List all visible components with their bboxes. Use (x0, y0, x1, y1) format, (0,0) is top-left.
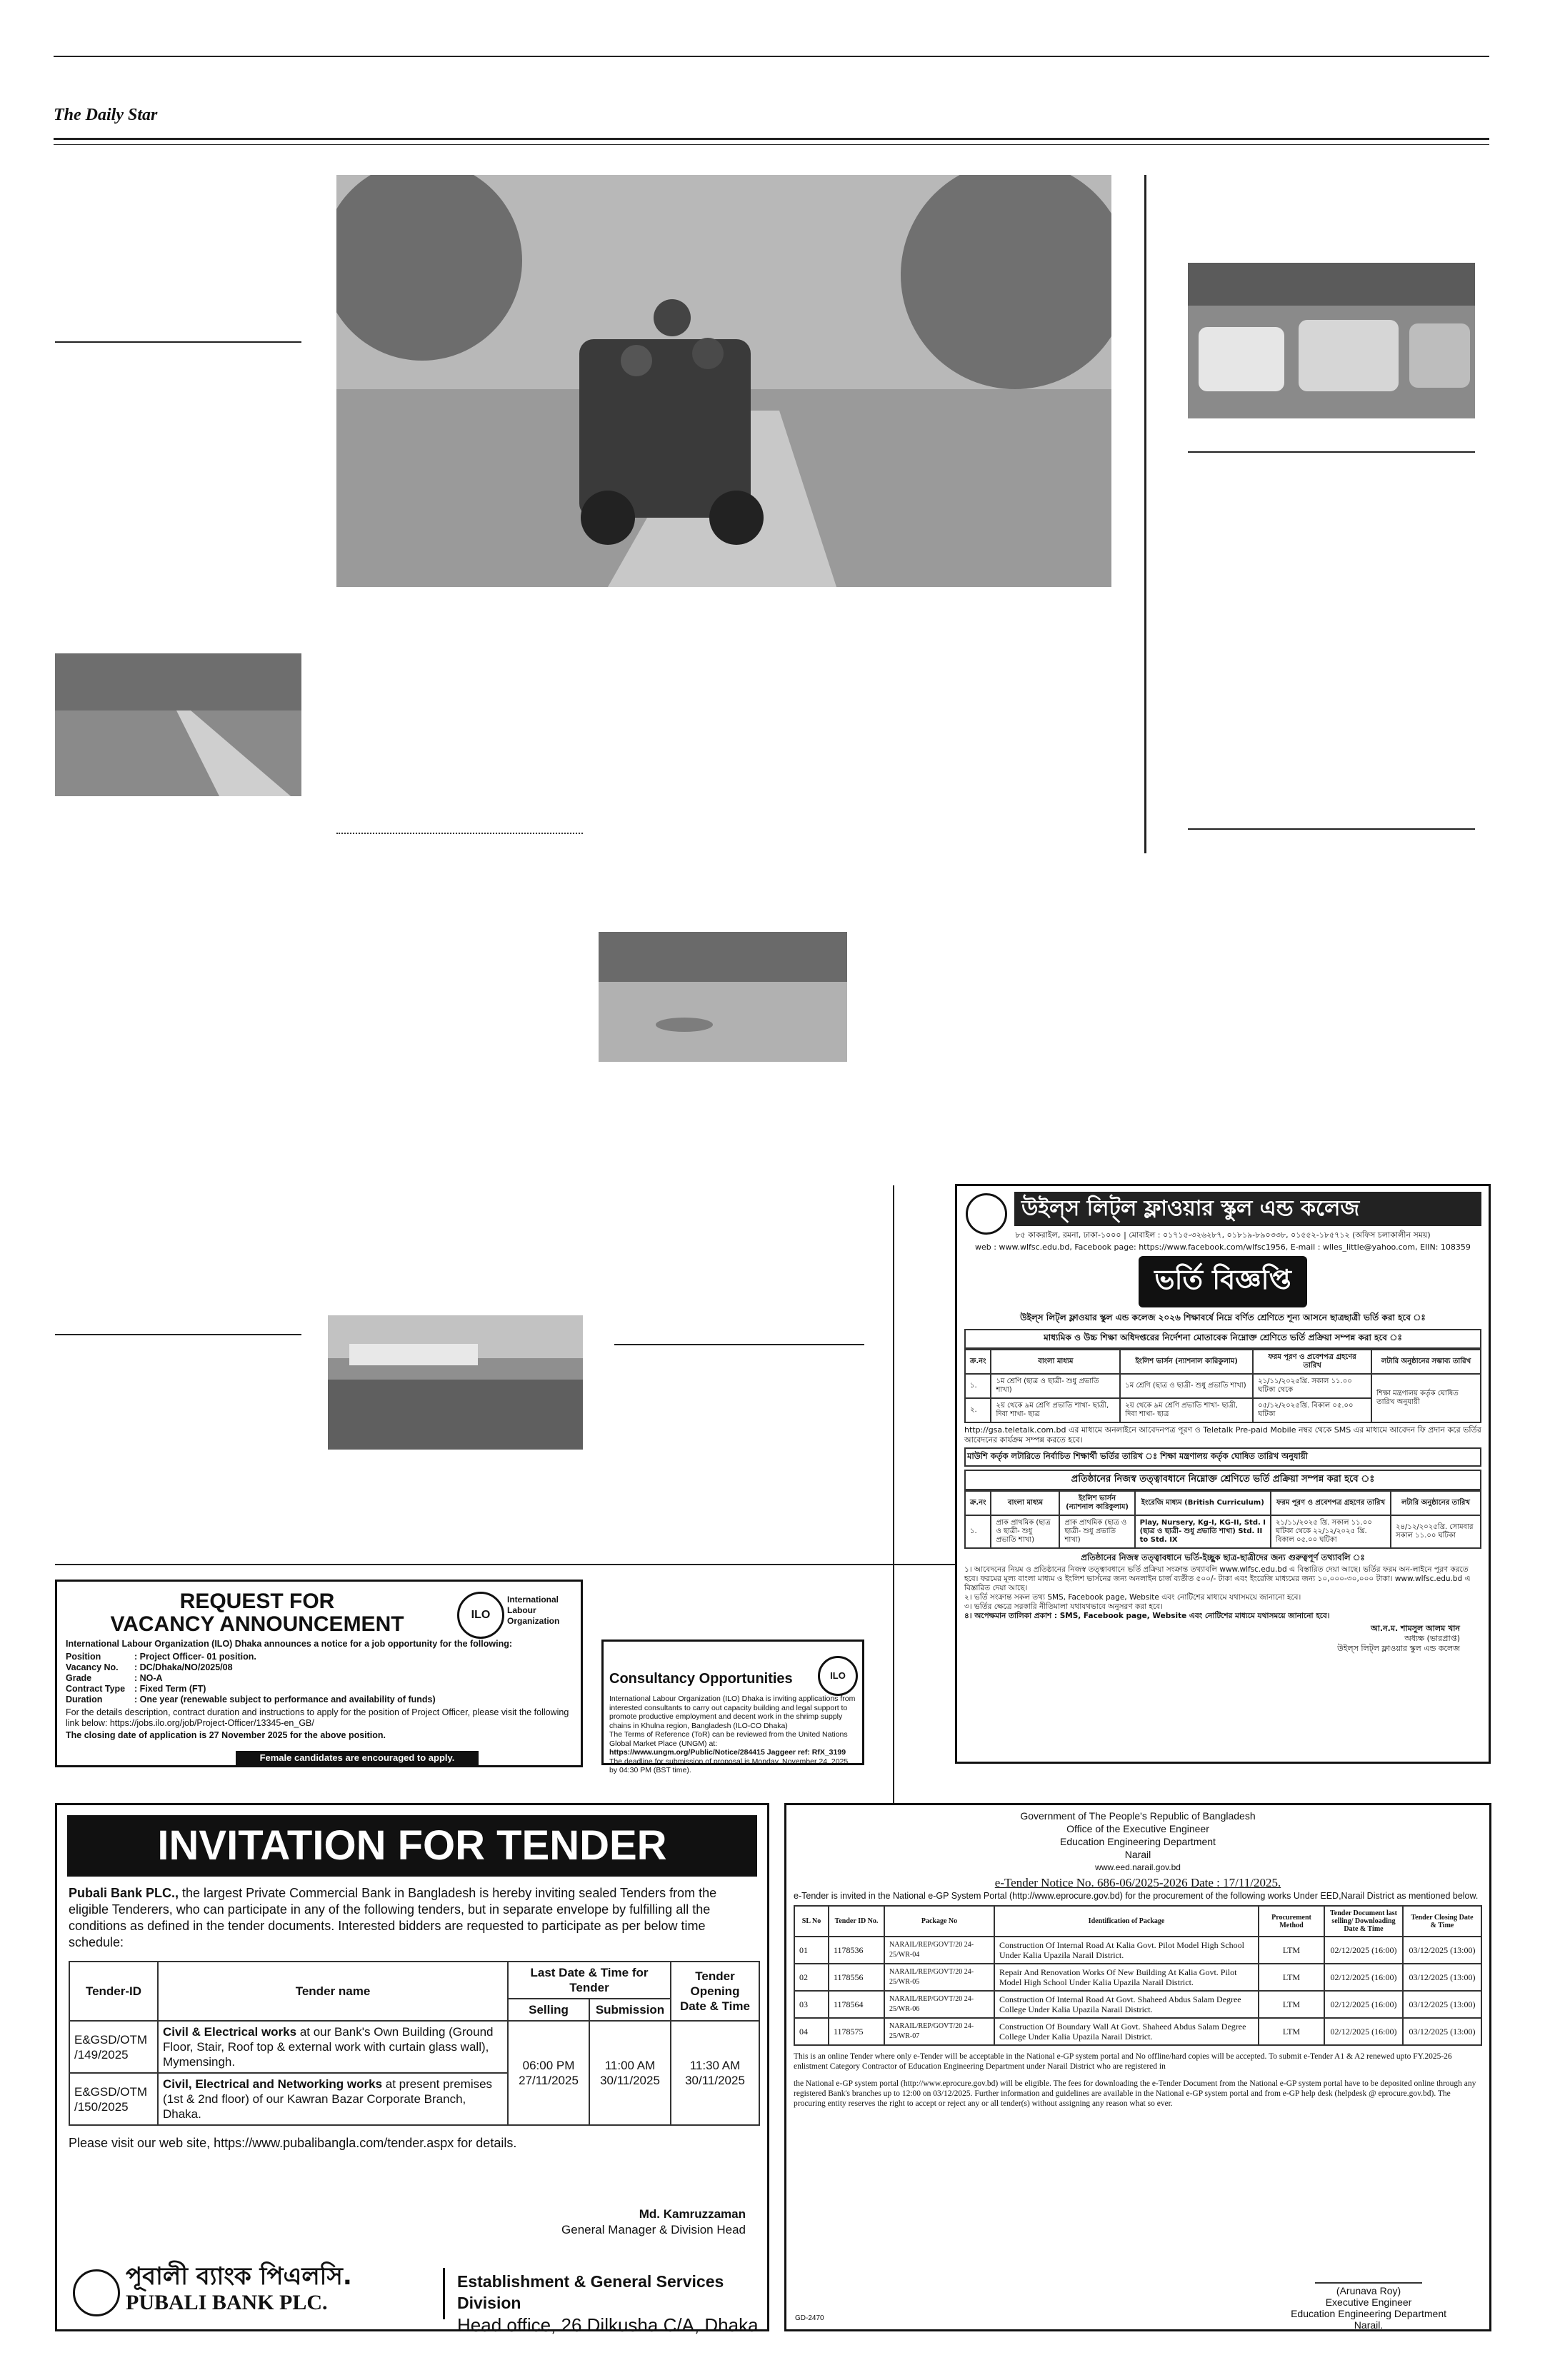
eed-cell: 1178575 (829, 2018, 884, 2045)
school-t1-cell: ২য় থেকে ৯ম শ্রেণি প্রভাতি শাখা- ছাত্রী, দিবা শাখা- ছাত্র (991, 1398, 1120, 1422)
ilo-banner: Female candidates are encouraged to apply. (236, 1751, 479, 1765)
school-t2-header: বাংলা মাধ্যম (991, 1491, 1059, 1515)
school-t1-header: ফরম পূরণ ও প্রবেশপত্র গ্রহণের তারিখ (1253, 1350, 1371, 1374)
pubali-signer: Md. Kamruzzaman (639, 2207, 746, 2221)
eed-cell: 02/12/2025 (16:00) (1324, 2018, 1403, 2045)
eed-header: Tender ID No. (829, 1906, 884, 1937)
photo-rally (328, 1315, 583, 1450)
consultancy-link: https://www.ungm.org/Public/Notice/284415 Jaggeer ref: RfX_3199 (609, 1748, 846, 1757)
eed-cell: NARAIL/REP/GOVT/20 24-25/WR-06 (884, 1991, 994, 2018)
ilo-logo (457, 1592, 504, 1639)
school-admission-ad (955, 1184, 1491, 1764)
school-instructions-title: প্রতিষ্ঠানের নিজস্ব তত্ত্বাবধানে ভর্তি-ইচ্ছুক ছাত্র-ছাত্রীদের জন্য গুরুত্বপূর্ণ তথ্যাবলি ঃ (1081, 1552, 1365, 1562)
photo-bridge (55, 653, 301, 796)
eed-cell: Construction Of Internal Road At Kalia Govt. Pilot Model High School Under Kalia Upazila Narail District. (994, 1937, 1259, 1964)
eed-note-2: the National e-GP system portal (http://www.eprocure.gov.bd) will be eligible. The fees for downloading the e-Tender Document from the National e-GP system portal have to be deposited online through any registered Bank's branches up to 12:00 on 03/12/2025. Further information and guidelines are available in the National e-GP system portal and from e-GP help desk (helpdesk @ eprocure.gov.bd). The procuring entity reserves the right to accept or reject any or all tender(s) without assigning any reason what so ever. (794, 2079, 1476, 2108)
eed-cell: 03/12/2025 (13:00) (1403, 1964, 1481, 1991)
pubali-intro: the largest Private Commercial Bank in Bangladesh is hereby inviting sealed Tenders from the eligible Tenderers, who can participate in any of the following tenders, but in separate envelope by fulfilling all the conditions as defined in the tender documents. Interested bidders are requested to participate as per below time schedule: (69, 1886, 717, 1949)
ilo-vacancy-title-1: REQUEST FOR (179, 1590, 335, 1613)
eed-cell: 03/12/2025 (13:00) (1403, 2018, 1481, 2045)
photo-cars (1188, 263, 1475, 418)
school-subtitle: উইল্‌স লিট্‌ল ফ্লাওয়ার স্কুল এন্ড কলেজ ২০২৬ শিক্ষাবর্ষে নিম্নে বর্ণিত শ্রেণিতে শূন্য আসনে ছাত্রছাত্রী ভর্তি করা হবে ঃ (1020, 1312, 1426, 1322)
school-address: ৮৫ কাকরাইল, রমনা, ঢাকা-১০০০ | মোবাইল : ০১৭১৫-৩২৬২৮৭, ০১৮১৯-৮৯০৩৩৮, ০১৫৫২-১৮৫৭১২ (অফিস চলাকালীন সময়) (1015, 1230, 1431, 1240)
eed-cell: 1178556 (829, 1964, 884, 1991)
eed-header: Package No (884, 1906, 994, 1937)
ilo-field-value: : Fixed Term (FT) (134, 1684, 206, 1694)
pubali-signer-title: General Manager & Division Head (561, 2223, 746, 2236)
ilo-field-label: Position (66, 1652, 101, 1662)
eed-tender-ad (784, 1803, 1491, 2331)
pubali-header-tender-id: Tender-ID (69, 1962, 158, 2021)
eed-tender-table (794, 1905, 1482, 2046)
pubali-title: INVITATION FOR TENDER (67, 1815, 757, 1877)
pubali-visit: Please visit our web site, https://www.pubalibangla.com/tender.aspx for details. (69, 2136, 517, 2150)
school-section-2: প্রতিষ্ঠানের নিজস্ব তত্ত্বাবধানে নিম্নোক্ত শ্রেণিতে ভর্তি প্রক্রিয়া সম্পন্ন করা হবে ঃ (964, 1470, 1481, 1490)
eed-cell: 03/12/2025 (13:00) (1403, 1937, 1481, 1964)
eed-cell: NARAIL/REP/GOVT/20 24-25/WR-07 (884, 2018, 994, 2045)
eed-cell: LTM (1259, 1991, 1324, 2018)
school-signatory-title: অধ্যক্ষ (ভারপ্রাপ্ত) (1404, 1634, 1460, 1643)
pubali-bank-en: PUBALI BANK PLC. (126, 2291, 328, 2314)
school-t2-cell: প্রাক প্রাথমিক (ছাত্র ও ছাত্রী- শুধু প্রভাতি শাখা) (1059, 1515, 1134, 1548)
consultancy-title: Consultancy Opportunities (609, 1671, 793, 1687)
consultancy-logo-text: ILO (830, 1670, 846, 1681)
pubali-address: Head office, 26 Dilkusha C/A, Dhaka. (457, 2314, 764, 2336)
eed-cell: 02/12/2025 (16:00) (1324, 1937, 1403, 1964)
eed-web: www.eed.narail.gov.bd (1095, 1862, 1181, 1872)
school-t1-cell: ২য় থেকে ৯ম শ্রেণি প্রভাতি শাখা- ছাত্রী, দিবা শাখা- ছাত্র (1120, 1398, 1253, 1422)
eed-header: Procurement Method (1259, 1906, 1324, 1937)
ilo-field-value: : NO-A (134, 1673, 163, 1683)
school-banner: ভর্তি বিজ্ঞপ্তি (1139, 1256, 1306, 1307)
eed-cell: 02/12/2025 (16:00) (1324, 1991, 1403, 2018)
eed-signer-dept: Education Engineering Department (1291, 2308, 1446, 2319)
pubali-intro-bold: Pubali Bank PLC., (69, 1886, 179, 1900)
school-t1-cell: ২. (965, 1398, 991, 1422)
eed-note-1: This is an online Tender where only e-Tender will be acceptable in the National e-GP system portal and No offline/hard copies will be accepted. To submit e-Tender A1 & A2 renewed upto FY.2025-26 enlistment Category Contractor of Education Engineering Department under Narail District who are registered in (794, 2052, 1452, 2071)
pubali-tender-name-bold: Civil & Electrical works (163, 2025, 297, 2039)
pubali-tender-name-rest: at present premises (1st & 2nd floor) of our Kawran Bazar Corporate Branch, Dhaka. (163, 2077, 493, 2121)
ilo-logo-text: ILO (471, 1609, 491, 1621)
school-section-1: মাধ্যমিক ও উচ্চ শিক্ষা অধিদপ্তরের নির্দেশনা মোতাবেক নিম্নোক্ত শ্রেণিতে ভর্তি প্রক্রিয়া সম্পন্ন করা হবে ঃ (964, 1329, 1481, 1349)
consultancy-ilo-logo (818, 1656, 858, 1696)
eed-cell: NARAIL/REP/GOVT/20 24-25/WR-05 (884, 1964, 994, 1991)
school-t1-header: লটারি অনুষ্ঠানের সম্ভাব্য তারিখ (1371, 1350, 1481, 1374)
school-teletalk: http://gsa.teletalk.com.bd এর মাধ্যমে অনলাইনে আবেদনপত্র পূরণ ও Teletalk Pre-paid Mobile নম্বর থেকে SMS এর মাধ্যমে আবেদন ফি প্রদান করে ভর্তির আবেদনের কার্যক্রম সম্পন্ন করতে হবে। (964, 1425, 1481, 1445)
school-instruction: ১। আবেদনের নিয়ম ও প্রতিষ্ঠানের নিজস্ব তত্ত্বাবধানে ভর্তি প্রক্রিয়া সংক্রান্ত তথ্যাবলি www.wlfsc.edu.bd এ বিস্তারিত দেয়া আছে। ভর্তির ফরম অন-লাইনে পূরণ করতে হবে। ফরমের মূল্য বাংলা মাধ্যম ও ইংলিশ ভার্সনের জন্য অনলাইন চার্জ ব্যতীত ৫০০/- টাকা এবং ইংরেজি মাধ্যমের জন্য ১০,০০০-৩০,০০০ টাকা। www.wlfsc.edu.bd এ বিস্তারিত দেয়া আছে। (964, 1565, 1471, 1592)
ilo-field-label: Contract Type (66, 1684, 126, 1694)
ilo-org-line-1: International (507, 1595, 559, 1605)
ilo-vacancy-ad (55, 1580, 583, 1767)
school-web: web : www.wlfsc.edu.bd, Facebook page: https://www.facebook.com/wlfsc1956, E-mail : wlles_little@yahoo.com, EIIN: 108359 (975, 1242, 1471, 1252)
school-t1-header: বাংলা মাধ্যম (991, 1350, 1120, 1374)
school-t2-header: লটারি অনুষ্ঠানের তারিখ (1391, 1491, 1481, 1515)
school-name: উইল্‌স লিট্‌ল ফ্লাওয়ার স্কুল এন্ড কলেজ (1014, 1192, 1481, 1226)
pubali-tender-id: E&GSD/OTM /149/2025 (69, 2021, 158, 2073)
pubali-opening: 11:30 AM 30/11/2025 (671, 2021, 759, 2125)
pubali-submission: 11:00 AM 30/11/2025 (589, 2021, 671, 2125)
school-instruction: ৩। ভর্তির ক্ষেত্রে সরকারি নীতিমালা যথাযথভাবে অনুসরণ করা হবে। (964, 1602, 1163, 1611)
pubali-header-last-date: Last Date & Time for Tender (508, 1962, 671, 1999)
eed-office: Office of the Executive Engineer (1066, 1823, 1209, 1834)
eed-cell: LTM (1259, 1964, 1324, 1991)
school-t2-header: ফরম পূরণ ও প্রবেশপত্র গ্রহণের তারিখ (1271, 1491, 1391, 1515)
ilo-details: For the details description, contract duration and instructions to apply for the position of Project Officer, please visit the following link below: https://jobs.ilo.org/job/Project-Officer/13345-en_GB/ (66, 1707, 569, 1728)
school-signatory: আ.ন.ম. শামসুল আলম খান (1371, 1624, 1460, 1633)
eed-cell: Construction Of Boundary Wall At Govt. Shaheed Abdus Salam Degree College Under Kalia Upazila Narail District. (994, 2018, 1259, 2045)
eed-header: Identification of Package (994, 1906, 1259, 1937)
school-t1-cell: ১ম শ্রেণি (ছাত্র ও ছাত্রী- শুধু প্রভাতি শাখা) (1120, 1374, 1253, 1398)
eed-signer-place: Narail. (1354, 2319, 1384, 2331)
ilo-vacancy-title-2: VACANCY ANNOUNCEMENT (110, 1612, 404, 1636)
pubali-tender-table (69, 1961, 760, 2126)
school-t2-cell: ১. (965, 1515, 991, 1548)
eed-cell: 04 (794, 2018, 829, 2045)
school-t2-header: ক্র.নং (965, 1491, 991, 1515)
pubali-logo (73, 2269, 120, 2316)
pubali-header-tender-name: Tender name (158, 1962, 508, 2021)
pubali-tender-ad (55, 1803, 769, 2336)
ilo-closing: The closing date of application is 27 November 2025 for the above position. (66, 1730, 386, 1740)
eed-header: Tender Closing Date & Time (1403, 1906, 1481, 1937)
ilo-field-value: : One year (renewable subject to performance and availability of funds) (134, 1694, 436, 1704)
eed-place: Narail (1124, 1849, 1151, 1860)
eed-cell: LTM (1259, 2018, 1324, 2045)
school-t2-cell: ২১/১১/২০২৫ খ্রি. সকাল ১১.০০ ঘটিকা থেকে ২২/১২/২০২৫ খ্রি. বিকাল ০৫.০০ ঘটিকা (1271, 1515, 1391, 1548)
eed-header: SL No (794, 1906, 829, 1937)
eed-code: GD-2470 (795, 2314, 824, 2322)
eed-signature (1315, 2269, 1422, 2284)
eed-dept: Education Engineering Department (1060, 1836, 1216, 1847)
school-lottery: মাউশি কর্তৃক লটারিতে নির্বাচিত শিক্ষার্থী ভর্তির তারিখ ঃ শিক্ষা মন্ত্রণালয় কর্তৃক ঘোষিত তারিখ অনুযায়ী (964, 1447, 1481, 1467)
eed-signer-title: Executive Engineer (1325, 2296, 1412, 2308)
pubali-bank-bn: পূবালী ব্যাংক পিএলসি. (126, 2262, 352, 2291)
pubali-tender-name-rest: at our Bank's Own Building (Ground Floor, Stair, Roof top & external work with curtain glass wall), Mymensingh. (163, 2025, 494, 2069)
school-t1-cell: ০৫/১২/২০২৫খ্রি. বিকাল ০৫.০০ ঘটিকা (1253, 1398, 1371, 1422)
school-t2-header: ইংলিশ ভার্সন (ন্যাশনাল কারিকুলাম) (1059, 1491, 1134, 1515)
pubali-header-submission: Submission (589, 1999, 671, 2021)
eed-cell: 01 (794, 1937, 829, 1964)
ilo-field-value: : Project Officer- 01 position. (134, 1652, 256, 1662)
consultancy-deadline: The deadline for submission of proposal is Monday, November 24, 2025, by 04:30 PM (BST time). (609, 1757, 851, 1774)
pubali-division: Establishment & General Services Division (457, 2272, 724, 2312)
eed-cell: LTM (1259, 1937, 1324, 1964)
eed-invite: e-Tender is invited in the National e-GP System Portal (http://www.eprocure.gov.bd) for the procurement of the following works Under EED,Narail District as mentioned below. (794, 1891, 1479, 1901)
school-t1-cell: ১. (965, 1374, 991, 1398)
eed-cell: Repair And Renovation Works Of New Building At Kalia Govt. Pilot Model High School Under Kalia Upazila Narail District. (994, 1964, 1259, 1991)
ilo-field-label: Vacancy No. (66, 1662, 119, 1672)
eed-cell: 1178536 (829, 1937, 884, 1964)
school-t1-header: ইংলিশ ভার্সন (ন্যাশনাল কারিকুলাম) (1120, 1350, 1253, 1374)
pubali-tender-name-bold: Civil, Electrical and Networking works (163, 2077, 383, 2091)
school-t1-cell: শিক্ষা মন্ত্রণালয় কর্তৃক ঘোষিত তারিখ অনুযায়ী (1371, 1374, 1481, 1422)
ilo-intro: International Labour Organization (ILO) Dhaka announces a notice for a job opportunity for the following: (66, 1639, 513, 1649)
main-photo-vehicle (336, 175, 1111, 587)
school-t1-cell: ১ম শ্রেণি (ছাত্র ও ছাত্রী- শুধু প্রভাতি শাখা) (991, 1374, 1120, 1398)
eed-cell: 02/12/2025 (16:00) (1324, 1964, 1403, 1991)
pubali-header-selling: Selling (508, 1999, 589, 2021)
school-logo (966, 1193, 1007, 1235)
eed-notice: e-Tender Notice No. 686-06/2025-2026 Date : 17/11/2025. (994, 1876, 1281, 1889)
school-t2-cell: ২৪/১২/২০২৫খ্রি. সোমবার সকাল ১১.০০ ঘটিকা (1391, 1515, 1481, 1548)
eed-cell: 1178564 (829, 1991, 884, 2018)
eed-gov: Government of The People's Republic of Bangladesh (1020, 1810, 1256, 1822)
school-t2-cell: প্রাক প্রাথমিক (ছাত্র ও ছাত্রী- শুধু প্রভাতি শাখা) (991, 1515, 1059, 1548)
photo-road (599, 932, 847, 1062)
pubali-tender-id: E&GSD/OTM /150/2025 (69, 2073, 158, 2125)
eed-cell: 03 (794, 1991, 829, 2018)
eed-cell: NARAIL/REP/GOVT/20 24-25/WR-04 (884, 1937, 994, 1964)
school-instruction: ৪। অপেক্ষমান তালিকা প্রকাশ : SMS, Facebook page, Website এবং নোটিশের মাধ্যমে যথাসময়ে জানানো হবে। (964, 1612, 1330, 1620)
school-signatory-org: উইল্‌স লিট্‌ল ফ্লাওয়ার স্কুল এন্ড কলেজ (1337, 1644, 1460, 1653)
ilo-org-line-2: Labour (507, 1605, 536, 1615)
consultancy-tor: The Terms of Reference (ToR) can be reviewed from the United Nations Global Market Place (UNGM) at: (609, 1730, 848, 1748)
consultancy-ad (601, 1640, 864, 1774)
school-instruction: ২। ভর্তি সংক্রান্ত সকল তথ্য SMS, Facebook page, Website এবং নোটিশের মাধ্যমে যথাসময়ে জানানো হবে। (964, 1593, 1301, 1602)
school-t1-header: ক্র.নং (965, 1350, 991, 1374)
eed-signer: (Arunava Roy) (1336, 2285, 1401, 2296)
school-t2-header: ইংরেজি মাধ্যম (British Curriculum) (1135, 1491, 1271, 1515)
ilo-org-line-3: Organization (507, 1616, 560, 1626)
eed-header: Tender Document last selling/ Downloading Date & Time (1324, 1906, 1403, 1937)
school-t2-cell: Play, Nursery, Kg-I, KG-II, Std. I (ছাত্র ও ছাত্রী- শুধু প্রভাতি শাখা) Std. II to Std. IX (1135, 1515, 1271, 1548)
masthead-logo: The Daily Star (54, 106, 158, 124)
eed-cell: 03/12/2025 (13:00) (1403, 1991, 1481, 2018)
pubali-tender-name (158, 2073, 508, 2125)
consultancy-body: International Labour Organization (ILO) Dhaka is inviting applications from interested consultants to carry out capacity building and legal support to promote productive employment and decent work in the shrimp supply chains in Khulna region, Bangladesh (ILO-CO Dhaka) (609, 1694, 856, 1730)
ilo-field-label: Duration (66, 1694, 103, 1704)
eed-cell: 02 (794, 1964, 829, 1991)
pubali-tender-name (158, 2021, 508, 2073)
eed-cell: Construction Of Internal Road At Govt. Shaheed Abdus Salam Degree College Under Kalia Upazila Narail District. (994, 1991, 1259, 2018)
pubali-header-opening: Tender Opening Date & Time (671, 1962, 759, 2021)
ilo-field-value: : DC/Dhaka/NO/2025/08 (134, 1662, 233, 1672)
ilo-field-label: Grade (66, 1673, 92, 1683)
pubali-selling: 06:00 PM 27/11/2025 (508, 2021, 589, 2125)
school-t1-cell: ২১/১১/২০২৫খ্রি. সকাল ১১.০০ ঘটিকা থেকে (1253, 1374, 1371, 1398)
